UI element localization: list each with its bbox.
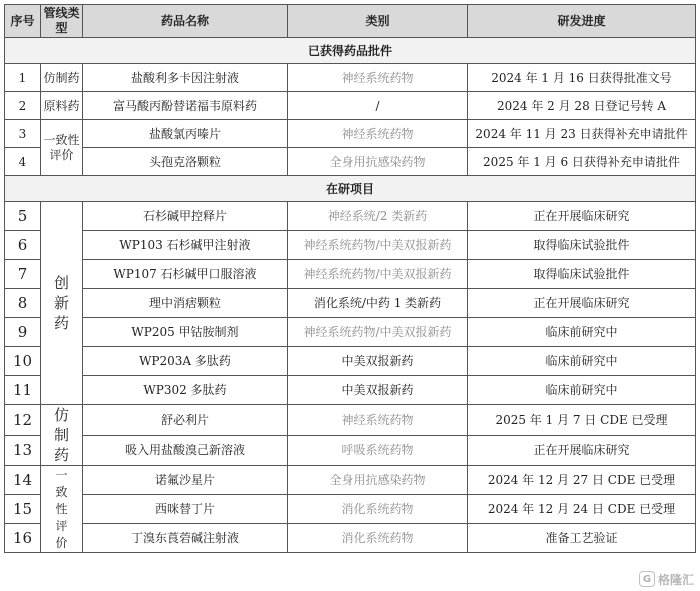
seq-cell: 4: [5, 148, 41, 176]
drug-name-cell: WP302 多肽药: [83, 376, 288, 405]
section-title-approved: 已获得药品批件: [5, 38, 696, 64]
category-cell: 神经系统药物: [288, 405, 468, 436]
table-row: [5, 435, 696, 466]
progress-cell: 2024 年 12 月 24 日 CDE 已受理: [468, 495, 696, 524]
drug-name-cell: 丁溴东莨菪碱注射液: [83, 524, 288, 553]
watermark-text: 格隆汇: [657, 572, 694, 587]
pipeline-table-container: [4, 4, 696, 553]
category-cell: 中美双报新药: [288, 347, 468, 376]
seq-cell: 15: [5, 495, 41, 524]
progress-cell: 正在开展临床研究: [468, 202, 696, 231]
category-cell: 全身用抗感染药物: [288, 466, 468, 495]
table-row: [5, 202, 696, 231]
progress-cell: 临床前研究中: [468, 376, 696, 405]
drug-name-cell: 富马酸丙酚替诺福韦原料药: [83, 92, 288, 120]
watermark: [639, 570, 694, 588]
category-cell: 神经系统药物/中美双报新药: [288, 260, 468, 289]
category-cell: 神经系统药物/中美双报新药: [288, 318, 468, 347]
section-row-approved: [5, 38, 696, 64]
type-cell: 原料药: [41, 92, 83, 120]
table-row: [5, 120, 696, 148]
progress-cell: 2025 年 1 月 6 日获得补充申请批件: [468, 148, 696, 176]
seq-cell: 5: [5, 202, 41, 231]
drug-name-cell: 头孢克洛颗粒: [83, 148, 288, 176]
table-header-row: [5, 5, 696, 38]
category-cell: 消化系统/中药 1 类新药: [288, 289, 468, 318]
category-cell: 神经系统药物: [288, 64, 468, 92]
progress-cell: 正在开展临床研究: [468, 289, 696, 318]
category-cell: 神经系统药物: [288, 120, 468, 148]
drug-name-cell: WP103 石杉碱甲注射液: [83, 231, 288, 260]
drug-name-cell: 西咪替丁片: [83, 495, 288, 524]
category-cell: 呼吸系统药物: [288, 435, 468, 466]
progress-cell: 取得临床试验批件: [468, 231, 696, 260]
category-cell: 中美双报新药: [288, 376, 468, 405]
seq-cell: 13: [5, 435, 41, 466]
table-row: [5, 231, 696, 260]
seq-cell: 9: [5, 318, 41, 347]
progress-cell: 正在开展临床研究: [468, 435, 696, 466]
seq-cell: 12: [5, 405, 41, 436]
drug-name-cell: 石杉碱甲控释片: [83, 202, 288, 231]
type-cell-consistency: 一致性评价: [41, 120, 83, 176]
table-row: [5, 347, 696, 376]
progress-cell: 2024 年 1 月 16 日获得批准文号: [468, 64, 696, 92]
header-category: 类别: [288, 5, 468, 38]
table-row: [5, 260, 696, 289]
category-cell: 神经系统药物/中美双报新药: [288, 231, 468, 260]
type-cell-generic: 仿制药: [41, 405, 83, 466]
seq-cell: 7: [5, 260, 41, 289]
seq-cell: 10: [5, 347, 41, 376]
seq-cell: 6: [5, 231, 41, 260]
table-row: [5, 405, 696, 436]
header-drug-name: 药品名称: [83, 5, 288, 38]
drug-name-cell: WP203A 多肽药: [83, 347, 288, 376]
type-cell-innovative: 创新药: [41, 202, 83, 405]
progress-cell: 临床前研究中: [468, 347, 696, 376]
seq-cell: 3: [5, 120, 41, 148]
seq-cell: 1: [5, 64, 41, 92]
seq-cell: 16: [5, 524, 41, 553]
progress-cell: 临床前研究中: [468, 318, 696, 347]
drug-name-cell: 理中消痞颗粒: [83, 289, 288, 318]
table-row: [5, 466, 696, 495]
table-row: [5, 376, 696, 405]
header-seq: 序号: [5, 5, 41, 38]
seq-cell: 2: [5, 92, 41, 120]
progress-cell: 2024 年 12 月 27 日 CDE 已受理: [468, 466, 696, 495]
drug-name-cell: WP107 石杉碱甲口服溶液: [83, 260, 288, 289]
table-row: [5, 148, 696, 176]
table-row: [5, 64, 696, 92]
table-row: [5, 524, 696, 553]
category-cell: 消化系统药物: [288, 524, 468, 553]
type-cell-consistency-research: 一致性评价: [41, 466, 83, 553]
drug-name-cell: 盐酸氯丙嗪片: [83, 120, 288, 148]
drug-name-cell: 诺氟沙星片: [83, 466, 288, 495]
drug-name-cell: WP205 甲钴胺制剂: [83, 318, 288, 347]
category-cell: /: [288, 92, 468, 120]
progress-cell: 2024 年 11 月 23 日获得补充申请批件: [468, 120, 696, 148]
category-cell: 神经系统/2 类新药: [288, 202, 468, 231]
drug-name-cell: 吸入用盐酸溴己新溶液: [83, 435, 288, 466]
table-row: [5, 289, 696, 318]
section-row-research: [5, 176, 696, 202]
type-cell: 仿制药: [41, 64, 83, 92]
table-row: [5, 318, 696, 347]
header-line-type: 管线类型: [41, 5, 83, 38]
header-progress: 研发进度: [468, 5, 696, 38]
section-title-research: 在研项目: [5, 176, 696, 202]
seq-cell: 8: [5, 289, 41, 318]
category-cell: 全身用抗感染药物: [288, 148, 468, 176]
progress-cell: 准备工艺验证: [468, 524, 696, 553]
drug-name-cell: 舒必利片: [83, 405, 288, 436]
progress-cell: 2025 年 1 月 7 日 CDE 已受理: [468, 405, 696, 436]
drug-name-cell: 盐酸利多卡因注射液: [83, 64, 288, 92]
category-cell: 消化系统药物: [288, 495, 468, 524]
watermark-logo-icon: G: [639, 571, 655, 587]
table-row: [5, 495, 696, 524]
progress-cell: 2024 年 2 月 28 日登记号转 A: [468, 92, 696, 120]
table-row: [5, 92, 696, 120]
seq-cell: 14: [5, 466, 41, 495]
seq-cell: 11: [5, 376, 41, 405]
pipeline-table: [4, 4, 696, 553]
progress-cell: 取得临床试验批件: [468, 260, 696, 289]
